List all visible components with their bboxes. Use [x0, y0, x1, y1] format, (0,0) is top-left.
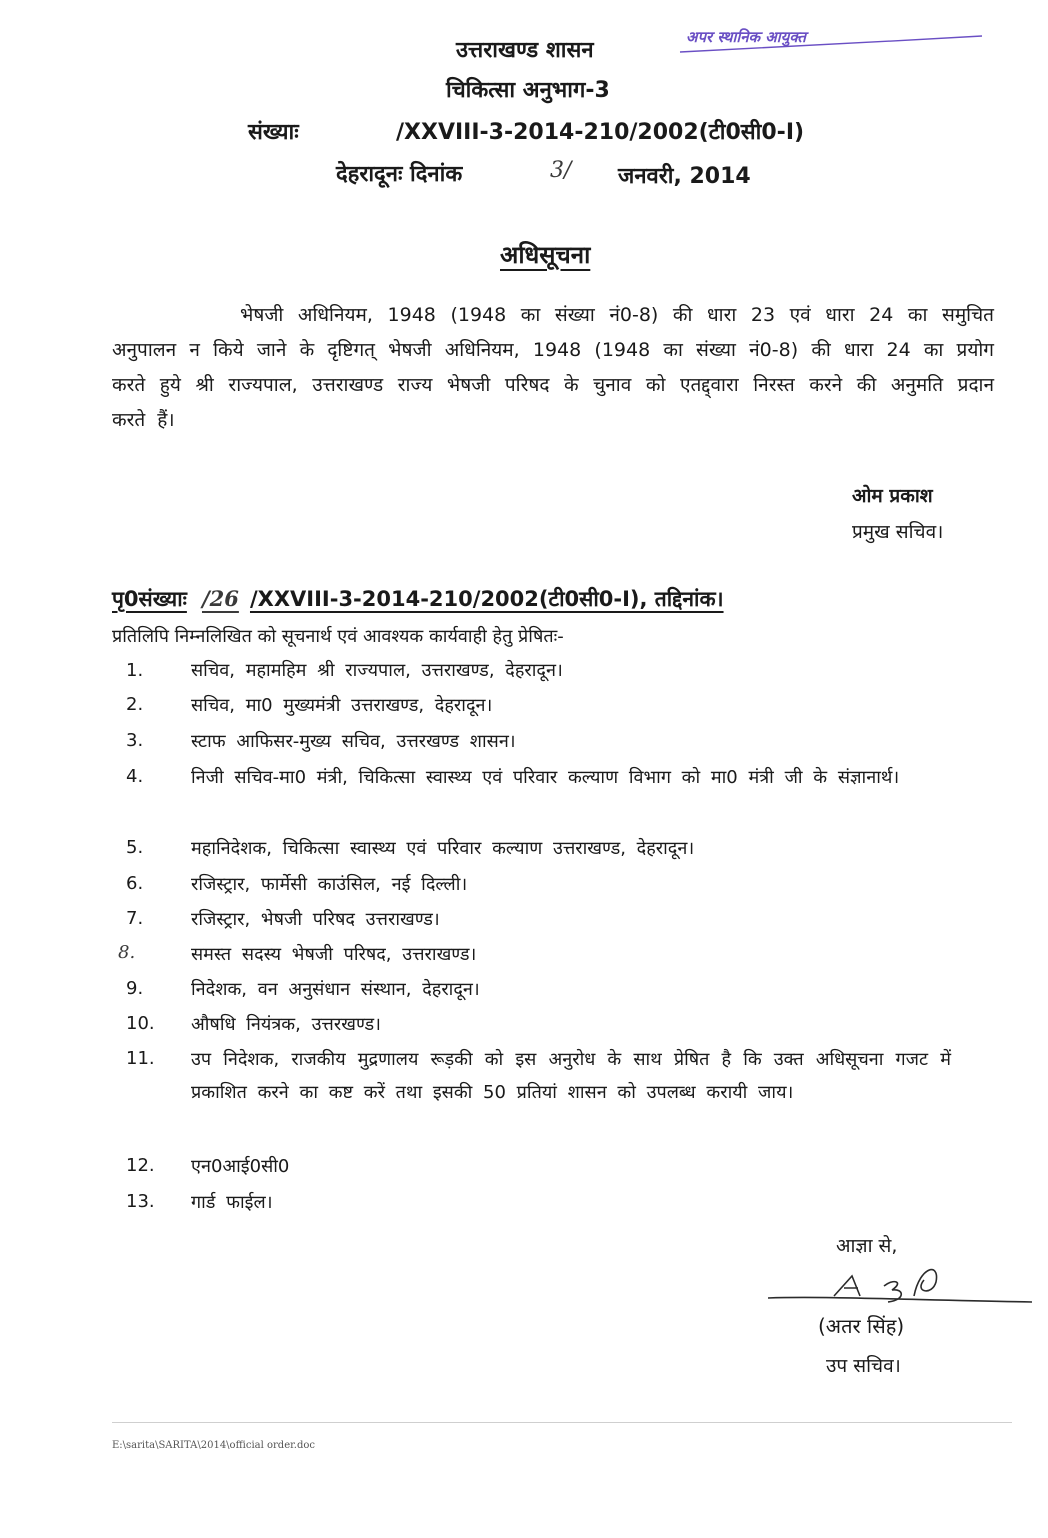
signatory-2-name: (अतर सिंह) — [818, 1314, 905, 1338]
list-item-number: 11. — [126, 1048, 155, 1069]
list-item: समस्त सदस्य भेषजी परिषद, उत्तराखण्ड। — [191, 944, 477, 965]
stamp-text: अपर स्थानिक आयुक्त — [686, 28, 806, 46]
signatory-1-name: ओम प्रकाश — [852, 485, 933, 507]
section-name: चिकित्सा अनुभाग-3 — [446, 78, 610, 103]
body-text: भेषजी अधिनियम, 1948 (1948 का संख्या नं0-8) की धारा 23 एवं धारा 24 का समुचित अनुपालन न किये जाने के दृष्टिगत् भेषजी अधिनियम, 1948 (1948 का संख्या नं0-8) की धारा 24 का प्रयोग करते हुये श्री राज्यपाल, उत्तराखण्ड राज्य भेषजी परिषद के चुनाव को एतद्द्वारा निरस्त करने की अनुमति प्रदान करते हैं। — [112, 304, 994, 431]
list-item: स्टाफ आफिसर-मुख्य सचिव, उत्तरखण्ड शासन। — [191, 731, 516, 752]
government-name: उत्तराखण्ड शासन — [456, 38, 594, 63]
date-day: 3/ — [550, 158, 572, 183]
endorsement-reference: /XXVIII-3-2014-210/2002(टी0सी0-I), तद्दिनांक। — [249, 587, 724, 611]
body-paragraph — [112, 298, 994, 438]
signatory-1-designation: प्रमुख सचिव। — [852, 521, 944, 543]
list-item-number: 13. — [126, 1191, 155, 1212]
endorsement-hand-number: /26 — [201, 586, 239, 611]
date-month-year: जनवरी, 2014 — [618, 164, 751, 189]
list-item: गार्ड फाईल। — [191, 1192, 273, 1213]
list-item-number: 1. — [126, 660, 144, 681]
list-item-number: 4. — [126, 766, 144, 787]
list-item: निदेशक, वन अनुसंधान संस्थान, देहरादून। — [191, 979, 480, 1000]
list-item-number: 9. — [126, 978, 144, 999]
list-item-number: 5. — [126, 837, 144, 858]
list-item: निजी सचिव-मा0 मंत्री, चिकित्सा स्वास्थ्य एवं परिवार कल्याण विभाग को मा0 मंत्री जी के संज्ञानार्थ। — [191, 767, 900, 788]
list-item: उप निदेशक, राजकीय मुद्रणालय रूड़की को इस अनुरोध के साथ प्रेषित है कि उक्त अधिसूचना गजट में प्रकाशित करने का कष्ट करें तथा इसकी 50 प्रतियां शासन को उपलब्ध करायी जाय। — [191, 1049, 951, 1103]
footer-file-path: E:\sarita\SARITA\2014\official order.doc — [112, 1440, 316, 1451]
list-item: औषधि नियंत्रक, उत्तरखण्ड। — [191, 1014, 381, 1035]
list-item-number: 6. — [126, 873, 144, 894]
page-title: अधिसूचना — [500, 241, 591, 269]
place-date-label: देहरादूनः दिनांक — [336, 162, 463, 187]
endorsement-line — [112, 585, 724, 613]
list-item: रजिस्ट्रार, भेषजी परिषद उत्तराखण्ड। — [191, 909, 440, 930]
list-item: महानिदेशक, चिकित्सा स्वास्थ्य एवं परिवार कल्याण उत्तराखण्ड, देहरादून। — [191, 838, 695, 859]
endorsement-prefix: पृ0संख्याः — [112, 587, 187, 611]
list-item: सचिव, महामहिम श्री राज्यपाल, उत्तराखण्ड, देहरादून। — [191, 660, 563, 681]
list-item: एन0आई0सी0 — [191, 1156, 290, 1177]
number-value: /XXVIII-3-2014-210/2002(टी0सी0-I) — [396, 120, 805, 145]
copy-intro: प्रतिलिपि निम्नलिखित को सूचनार्थ एवं आवश्यक कार्यवाही हेतु प्रेषितः- — [112, 626, 564, 647]
by-order-text: आज्ञा से, — [836, 1235, 898, 1257]
footer-divider — [112, 1422, 1012, 1423]
list-item-number: 2. — [126, 694, 144, 715]
number-label: संख्याः — [248, 120, 299, 145]
stamp-mark — [678, 22, 984, 56]
list-item-number: 3. — [126, 730, 144, 751]
list-item: सचिव, मा0 मुख्यमंत्री उत्तराखण्ड, देहरादून। — [191, 695, 493, 716]
signatory-2-designation: उप सचिव। — [826, 1355, 901, 1377]
list-item: रजिस्ट्रार, फार्मेसी काउंसिल, नई दिल्ली। — [191, 874, 468, 895]
list-item-number: 7. — [126, 908, 144, 929]
list-item-number: 12. — [126, 1155, 155, 1176]
signature — [764, 1256, 1036, 1320]
list-item-number: 10. — [126, 1013, 155, 1034]
list-item-number: 8. — [118, 942, 136, 963]
